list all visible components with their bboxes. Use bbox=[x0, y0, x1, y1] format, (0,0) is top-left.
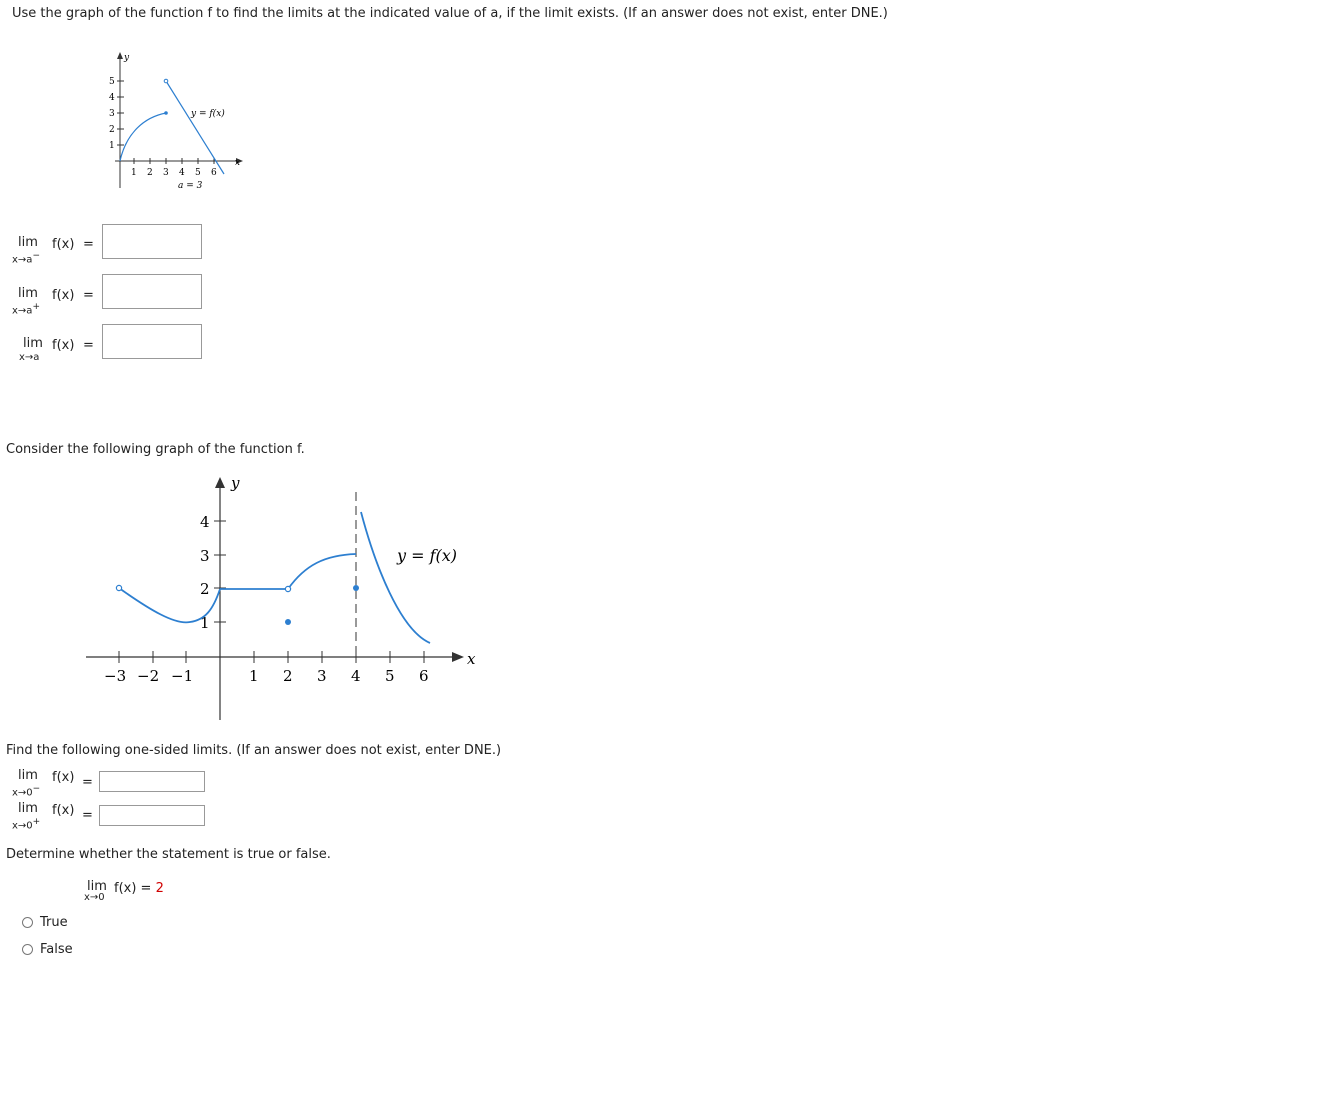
graph1-open-point bbox=[164, 79, 168, 83]
graph1-xtick-3: 3 bbox=[163, 168, 169, 178]
limit-right-0 bbox=[12, 801, 92, 837]
statement-fx: f(x) = 2 bbox=[114, 881, 164, 896]
answer-right-limit-a[interactable] bbox=[102, 274, 202, 309]
graph2-filled-point-2 bbox=[285, 619, 291, 625]
lim-word: lim bbox=[18, 235, 38, 250]
graph2-x-label: x bbox=[467, 650, 476, 668]
option-false[interactable] bbox=[22, 940, 73, 958]
lim-sub-text: x→a bbox=[12, 254, 33, 266]
lim-sub: x→a bbox=[19, 352, 40, 363]
graph2-xtick-4: 4 bbox=[351, 667, 361, 685]
lim-word: lim bbox=[23, 336, 43, 351]
graph2-open-point-2 bbox=[285, 586, 290, 591]
lim-sup: + bbox=[32, 302, 40, 312]
lim-fx: f(x) bbox=[52, 770, 75, 785]
lim-sub-text: x→a bbox=[12, 305, 33, 317]
lim-word: lim bbox=[18, 286, 38, 301]
graph2-y-label: y bbox=[231, 474, 240, 492]
graph2-xtick-1: 1 bbox=[249, 667, 259, 685]
lim-word: lim bbox=[18, 801, 38, 816]
graph1-right-line bbox=[166, 81, 224, 174]
graph2-ytick-2: 2 bbox=[200, 580, 210, 598]
lim-sup: − bbox=[32, 784, 41, 794]
statement-expression bbox=[84, 879, 204, 915]
graph2-xtick-m2: −2 bbox=[137, 667, 160, 685]
option-false-label: False bbox=[40, 941, 73, 957]
graph2-curve-label: y = f(x) bbox=[397, 546, 458, 565]
lim-sup: − bbox=[32, 251, 40, 261]
radio-false[interactable] bbox=[22, 944, 33, 955]
graph2-xtick-2: 2 bbox=[283, 667, 293, 685]
graph1-ytick-4: 4 bbox=[109, 93, 115, 103]
graph1-xtick-4: 4 bbox=[179, 168, 185, 178]
graph1-xtick-6: 6 bbox=[211, 168, 217, 178]
graph2-xtick-m3: −3 bbox=[104, 667, 127, 685]
graph-2 bbox=[80, 470, 490, 730]
graph1-y-arrow-icon bbox=[117, 52, 123, 59]
lim-sub-text: x→0 bbox=[12, 820, 33, 832]
lim-eq: = bbox=[83, 338, 94, 353]
graph2-xtick-3: 3 bbox=[317, 667, 327, 685]
limit-right-a bbox=[12, 286, 92, 322]
answer-left-limit-a[interactable] bbox=[102, 224, 202, 259]
lim-eq: = bbox=[83, 237, 94, 252]
lim-eq: = bbox=[83, 288, 94, 303]
lim-eq: = bbox=[82, 775, 93, 790]
lim-sub bbox=[12, 251, 40, 265]
graph1-left-curve bbox=[120, 113, 166, 161]
graph1-xtick-2: 2 bbox=[147, 168, 153, 178]
graph1-xtick-1: 1 bbox=[131, 168, 137, 178]
graph1-ytick-3: 3 bbox=[109, 109, 115, 119]
lim-sub-text: x→0 bbox=[12, 787, 33, 799]
lim-word: lim bbox=[87, 879, 107, 894]
graph2-xtick-m1: −1 bbox=[171, 667, 194, 685]
radio-true[interactable] bbox=[22, 917, 33, 928]
lim-sup: + bbox=[32, 817, 41, 827]
option-true-label: True bbox=[40, 914, 68, 930]
graph2-ytick-1: 1 bbox=[200, 614, 210, 632]
graph2-open-point-left bbox=[116, 585, 121, 590]
lim-fx: f(x) bbox=[52, 803, 75, 818]
graph1-closed-point bbox=[164, 111, 168, 115]
graph1-y-label: y bbox=[124, 53, 130, 63]
graph1-curve-label: y = f(x) bbox=[191, 109, 225, 119]
limit-two-sided-a bbox=[12, 336, 92, 372]
statement-prompt: Determine whether the statement is true or false. bbox=[6, 847, 331, 862]
graph2-filled-point-4 bbox=[353, 585, 359, 591]
lim-sub: x→0 bbox=[84, 892, 105, 903]
lim-word: lim bbox=[18, 768, 38, 783]
graph2-xtick-6: 6 bbox=[419, 667, 429, 685]
graph1-ytick-5: 5 bbox=[109, 77, 115, 87]
lim-sub bbox=[12, 302, 40, 316]
graph2-y-arrow-icon bbox=[215, 477, 225, 488]
graph1-ytick-1: 1 bbox=[109, 141, 115, 151]
option-true[interactable] bbox=[22, 913, 68, 931]
lim-fx: f(x) bbox=[52, 338, 75, 353]
onesided-prompt: Find the following one-sided limits. (If an answer does not exist, enter DNE.) bbox=[6, 743, 502, 758]
answer-left-limit-0[interactable] bbox=[99, 771, 205, 792]
graph-1 bbox=[95, 48, 255, 198]
answer-right-limit-0[interactable] bbox=[99, 805, 205, 826]
question1-prompt: Use the graph of the function f to find the limits at the indicated value of a, if the limit exists. (If an answer does not exist, enter DNE.) bbox=[12, 6, 888, 21]
graph2-xtick-5: 5 bbox=[385, 667, 395, 685]
limit-left-a bbox=[12, 235, 92, 271]
lim-fx: f(x) bbox=[52, 237, 75, 252]
graph2-x-arrow-icon bbox=[452, 652, 464, 662]
answer-two-sided-limit-a[interactable] bbox=[102, 324, 202, 359]
graph1-ytick-2: 2 bbox=[109, 125, 115, 135]
graph2-ytick-4: 4 bbox=[200, 513, 210, 531]
lim-fx: f(x) bbox=[52, 288, 75, 303]
question2-prompt: Consider the following graph of the function f. bbox=[6, 442, 305, 457]
graph2-ytick-3: 3 bbox=[200, 547, 210, 565]
graph2-decreasing-curve bbox=[361, 512, 430, 643]
lim-eq: = bbox=[82, 808, 93, 823]
graph1-a-label: a = 3 bbox=[178, 181, 203, 191]
lim-sub bbox=[12, 817, 40, 831]
graph1-x-label: x bbox=[235, 158, 241, 168]
lim-sub bbox=[12, 784, 40, 798]
graph2-rising-curve bbox=[288, 554, 356, 589]
graph1-xtick-5: 5 bbox=[195, 168, 201, 178]
limit-left-0 bbox=[12, 768, 92, 804]
